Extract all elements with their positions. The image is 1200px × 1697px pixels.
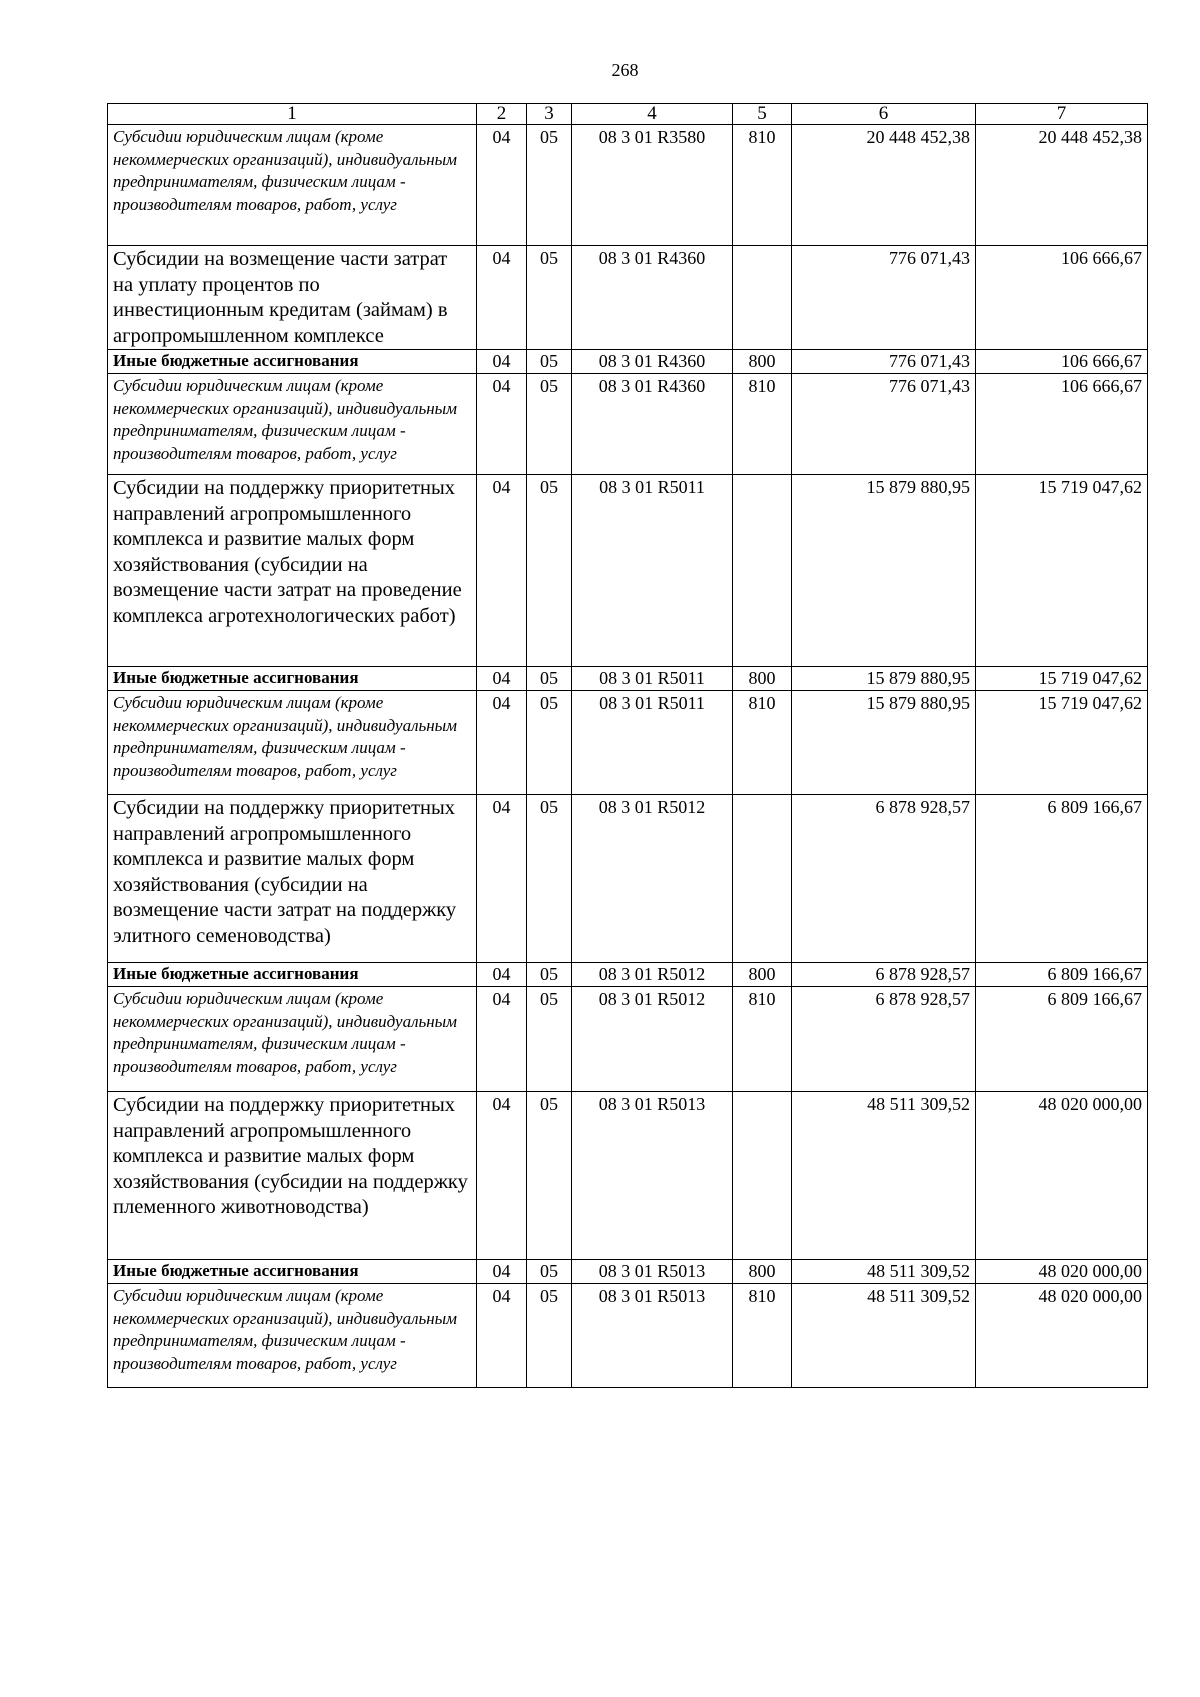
row-name-cell: Субсидии юридическим лицам (кроме некоммерческих организаций), индивидуальным предпринимателям, физическим лицам - производителям товаров, работ, услуг <box>108 987 477 1092</box>
target-article-cell: 08 3 01 R5012 <box>572 963 733 987</box>
target-article-cell: 08 3 01 R5013 <box>572 1092 733 1260</box>
subsection-code-cell: 05 <box>527 350 572 374</box>
table-row <box>108 374 1148 475</box>
header-cell: 2 <box>477 104 527 125</box>
amount-year1-cell: 48 511 309,52 <box>792 1284 976 1388</box>
expense-type-cell: 810 <box>733 691 792 795</box>
amount-year2-cell: 6 809 166,67 <box>976 987 1148 1092</box>
amount-year1-cell: 776 071,43 <box>792 374 976 475</box>
row-name-cell: Иные бюджетные ассигнования <box>108 1260 477 1284</box>
row-name-cell: Субсидии юридическим лицам (кроме некоммерческих организаций), индивидуальным предпринимателям, физическим лицам - производителям товаров, работ, услуг <box>108 691 477 795</box>
row-name-cell: Субсидии на поддержку приоритетных направлений агропромышленного комплекса и развитие малых форм хозяйствования (субсидии на поддержку племенного животноводства) <box>108 1092 477 1260</box>
subsection-code-cell: 05 <box>527 1284 572 1388</box>
table-row <box>108 246 1148 350</box>
amount-year2-cell: 48 020 000,00 <box>976 1092 1148 1260</box>
table-row <box>108 1092 1148 1260</box>
section-code-cell: 04 <box>477 795 527 963</box>
target-article-cell: 08 3 01 R5013 <box>572 1284 733 1388</box>
header-cell: 6 <box>792 104 976 125</box>
target-article-cell: 08 3 01 R5012 <box>572 795 733 963</box>
table-row <box>108 125 1148 246</box>
amount-year1-cell: 15 879 880,95 <box>792 475 976 667</box>
header-cell: 3 <box>527 104 572 125</box>
section-code-cell: 04 <box>477 125 527 246</box>
row-name-cell: Иные бюджетные ассигнования <box>108 963 477 987</box>
subsection-code-cell: 05 <box>527 1260 572 1284</box>
amount-year1-cell: 15 879 880,95 <box>792 667 976 691</box>
section-code-cell: 04 <box>477 1284 527 1388</box>
row-name-cell: Субсидии на поддержку приоритетных направлений агропромышленного комплекса и развитие малых форм хозяйствования (субсидии на возмещение части затрат на проведение комплекса агротехнологических работ) <box>108 475 477 667</box>
amount-year1-cell: 6 878 928,57 <box>792 963 976 987</box>
amount-year2-cell: 48 020 000,00 <box>976 1284 1148 1388</box>
amount-year1-cell: 48 511 309,52 <box>792 1092 976 1260</box>
subsection-code-cell: 05 <box>527 691 572 795</box>
expense-type-cell: 800 <box>733 350 792 374</box>
row-name-cell: Иные бюджетные ассигнования <box>108 350 477 374</box>
header-cell: 5 <box>733 104 792 125</box>
section-code-cell: 04 <box>477 963 527 987</box>
amount-year1-cell: 6 878 928,57 <box>792 987 976 1092</box>
target-article-cell: 08 3 01 R5011 <box>572 667 733 691</box>
target-article-cell: 08 3 01 R5011 <box>572 691 733 795</box>
amount-year2-cell: 6 809 166,67 <box>976 963 1148 987</box>
row-name-cell: Субсидии юридическим лицам (кроме некоммерческих организаций), индивидуальным предпринимателям, физическим лицам - производителям товаров, работ, услуг <box>108 1284 477 1388</box>
budget-table <box>107 103 1148 1388</box>
section-code-cell: 04 <box>477 691 527 795</box>
target-article-cell: 08 3 01 R5013 <box>572 1260 733 1284</box>
amount-year2-cell: 20 448 452,38 <box>976 125 1148 246</box>
amount-year2-cell: 15 719 047,62 <box>976 691 1148 795</box>
section-code-cell: 04 <box>477 350 527 374</box>
section-code-cell: 04 <box>477 1260 527 1284</box>
expense-type-cell <box>733 475 792 667</box>
section-code-cell: 04 <box>477 1092 527 1260</box>
amount-year1-cell: 6 878 928,57 <box>792 795 976 963</box>
page-number: 268 <box>611 60 639 80</box>
section-code-cell: 04 <box>477 475 527 667</box>
expense-type-cell: 800 <box>733 1260 792 1284</box>
amount-year1-cell: 15 879 880,95 <box>792 691 976 795</box>
table-header-row <box>108 104 1148 125</box>
amount-year2-cell: 106 666,67 <box>976 374 1148 475</box>
section-code-cell: 04 <box>477 987 527 1092</box>
target-article-cell: 08 3 01 R4360 <box>572 374 733 475</box>
expense-type-cell <box>733 1092 792 1260</box>
row-name-cell: Субсидии на возмещение части затрат на уплату процентов по инвестиционным кредитам (займам) в агропромышленном комплексе <box>108 246 477 350</box>
subsection-code-cell: 05 <box>527 374 572 475</box>
table-row <box>108 987 1148 1092</box>
table-row <box>108 963 1148 987</box>
target-article-cell: 08 3 01 R5012 <box>572 987 733 1092</box>
amount-year2-cell: 48 020 000,00 <box>976 1260 1148 1284</box>
subsection-code-cell: 05 <box>527 475 572 667</box>
expense-type-cell <box>733 795 792 963</box>
amount-year1-cell: 776 071,43 <box>792 350 976 374</box>
subsection-code-cell: 05 <box>527 1092 572 1260</box>
expense-type-cell: 810 <box>733 987 792 1092</box>
table-row <box>108 1284 1148 1388</box>
section-code-cell: 04 <box>477 374 527 475</box>
table-row <box>108 1260 1148 1284</box>
row-name-cell: Субсидии юридическим лицам (кроме некоммерческих организаций), индивидуальным предпринимателям, физическим лицам - производителям товаров, работ, услуг <box>108 125 477 246</box>
amount-year1-cell: 48 511 309,52 <box>792 1260 976 1284</box>
amount-year1-cell: 20 448 452,38 <box>792 125 976 246</box>
expense-type-cell: 810 <box>733 1284 792 1388</box>
expense-type-cell <box>733 246 792 350</box>
table-row <box>108 691 1148 795</box>
row-name-cell: Иные бюджетные ассигнования <box>108 667 477 691</box>
amount-year2-cell: 15 719 047,62 <box>976 475 1148 667</box>
section-code-cell: 04 <box>477 667 527 691</box>
table-row <box>108 475 1148 667</box>
table-row <box>108 350 1148 374</box>
subsection-code-cell: 05 <box>527 667 572 691</box>
section-code-cell: 04 <box>477 246 527 350</box>
amount-year2-cell: 106 666,67 <box>976 350 1148 374</box>
target-article-cell: 08 3 01 R4360 <box>572 350 733 374</box>
target-article-cell: 08 3 01 R5011 <box>572 475 733 667</box>
amount-year2-cell: 6 809 166,67 <box>976 795 1148 963</box>
row-name-cell: Субсидии юридическим лицам (кроме некоммерческих организаций), индивидуальным предпринимателям, физическим лицам - производителям товаров, работ, услуг <box>108 374 477 475</box>
amount-year2-cell: 106 666,67 <box>976 246 1148 350</box>
expense-type-cell: 810 <box>733 374 792 475</box>
row-name-cell: Субсидии на поддержку приоритетных направлений агропромышленного комплекса и развитие малых форм хозяйствования (субсидии на возмещение части затрат на поддержку элитного семеноводства) <box>108 795 477 963</box>
header-cell: 7 <box>976 104 1148 125</box>
expense-type-cell: 810 <box>733 125 792 246</box>
table-row <box>108 667 1148 691</box>
subsection-code-cell: 05 <box>527 125 572 246</box>
amount-year2-cell: 15 719 047,62 <box>976 667 1148 691</box>
subsection-code-cell: 05 <box>527 963 572 987</box>
target-article-cell: 08 3 01 R3580 <box>572 125 733 246</box>
expense-type-cell: 800 <box>733 963 792 987</box>
table-row <box>108 795 1148 963</box>
header-cell: 1 <box>108 104 477 125</box>
subsection-code-cell: 05 <box>527 246 572 350</box>
header-cell: 4 <box>572 104 733 125</box>
subsection-code-cell: 05 <box>527 795 572 963</box>
target-article-cell: 08 3 01 R4360 <box>572 246 733 350</box>
expense-type-cell: 800 <box>733 667 792 691</box>
amount-year1-cell: 776 071,43 <box>792 246 976 350</box>
subsection-code-cell: 05 <box>527 987 572 1092</box>
